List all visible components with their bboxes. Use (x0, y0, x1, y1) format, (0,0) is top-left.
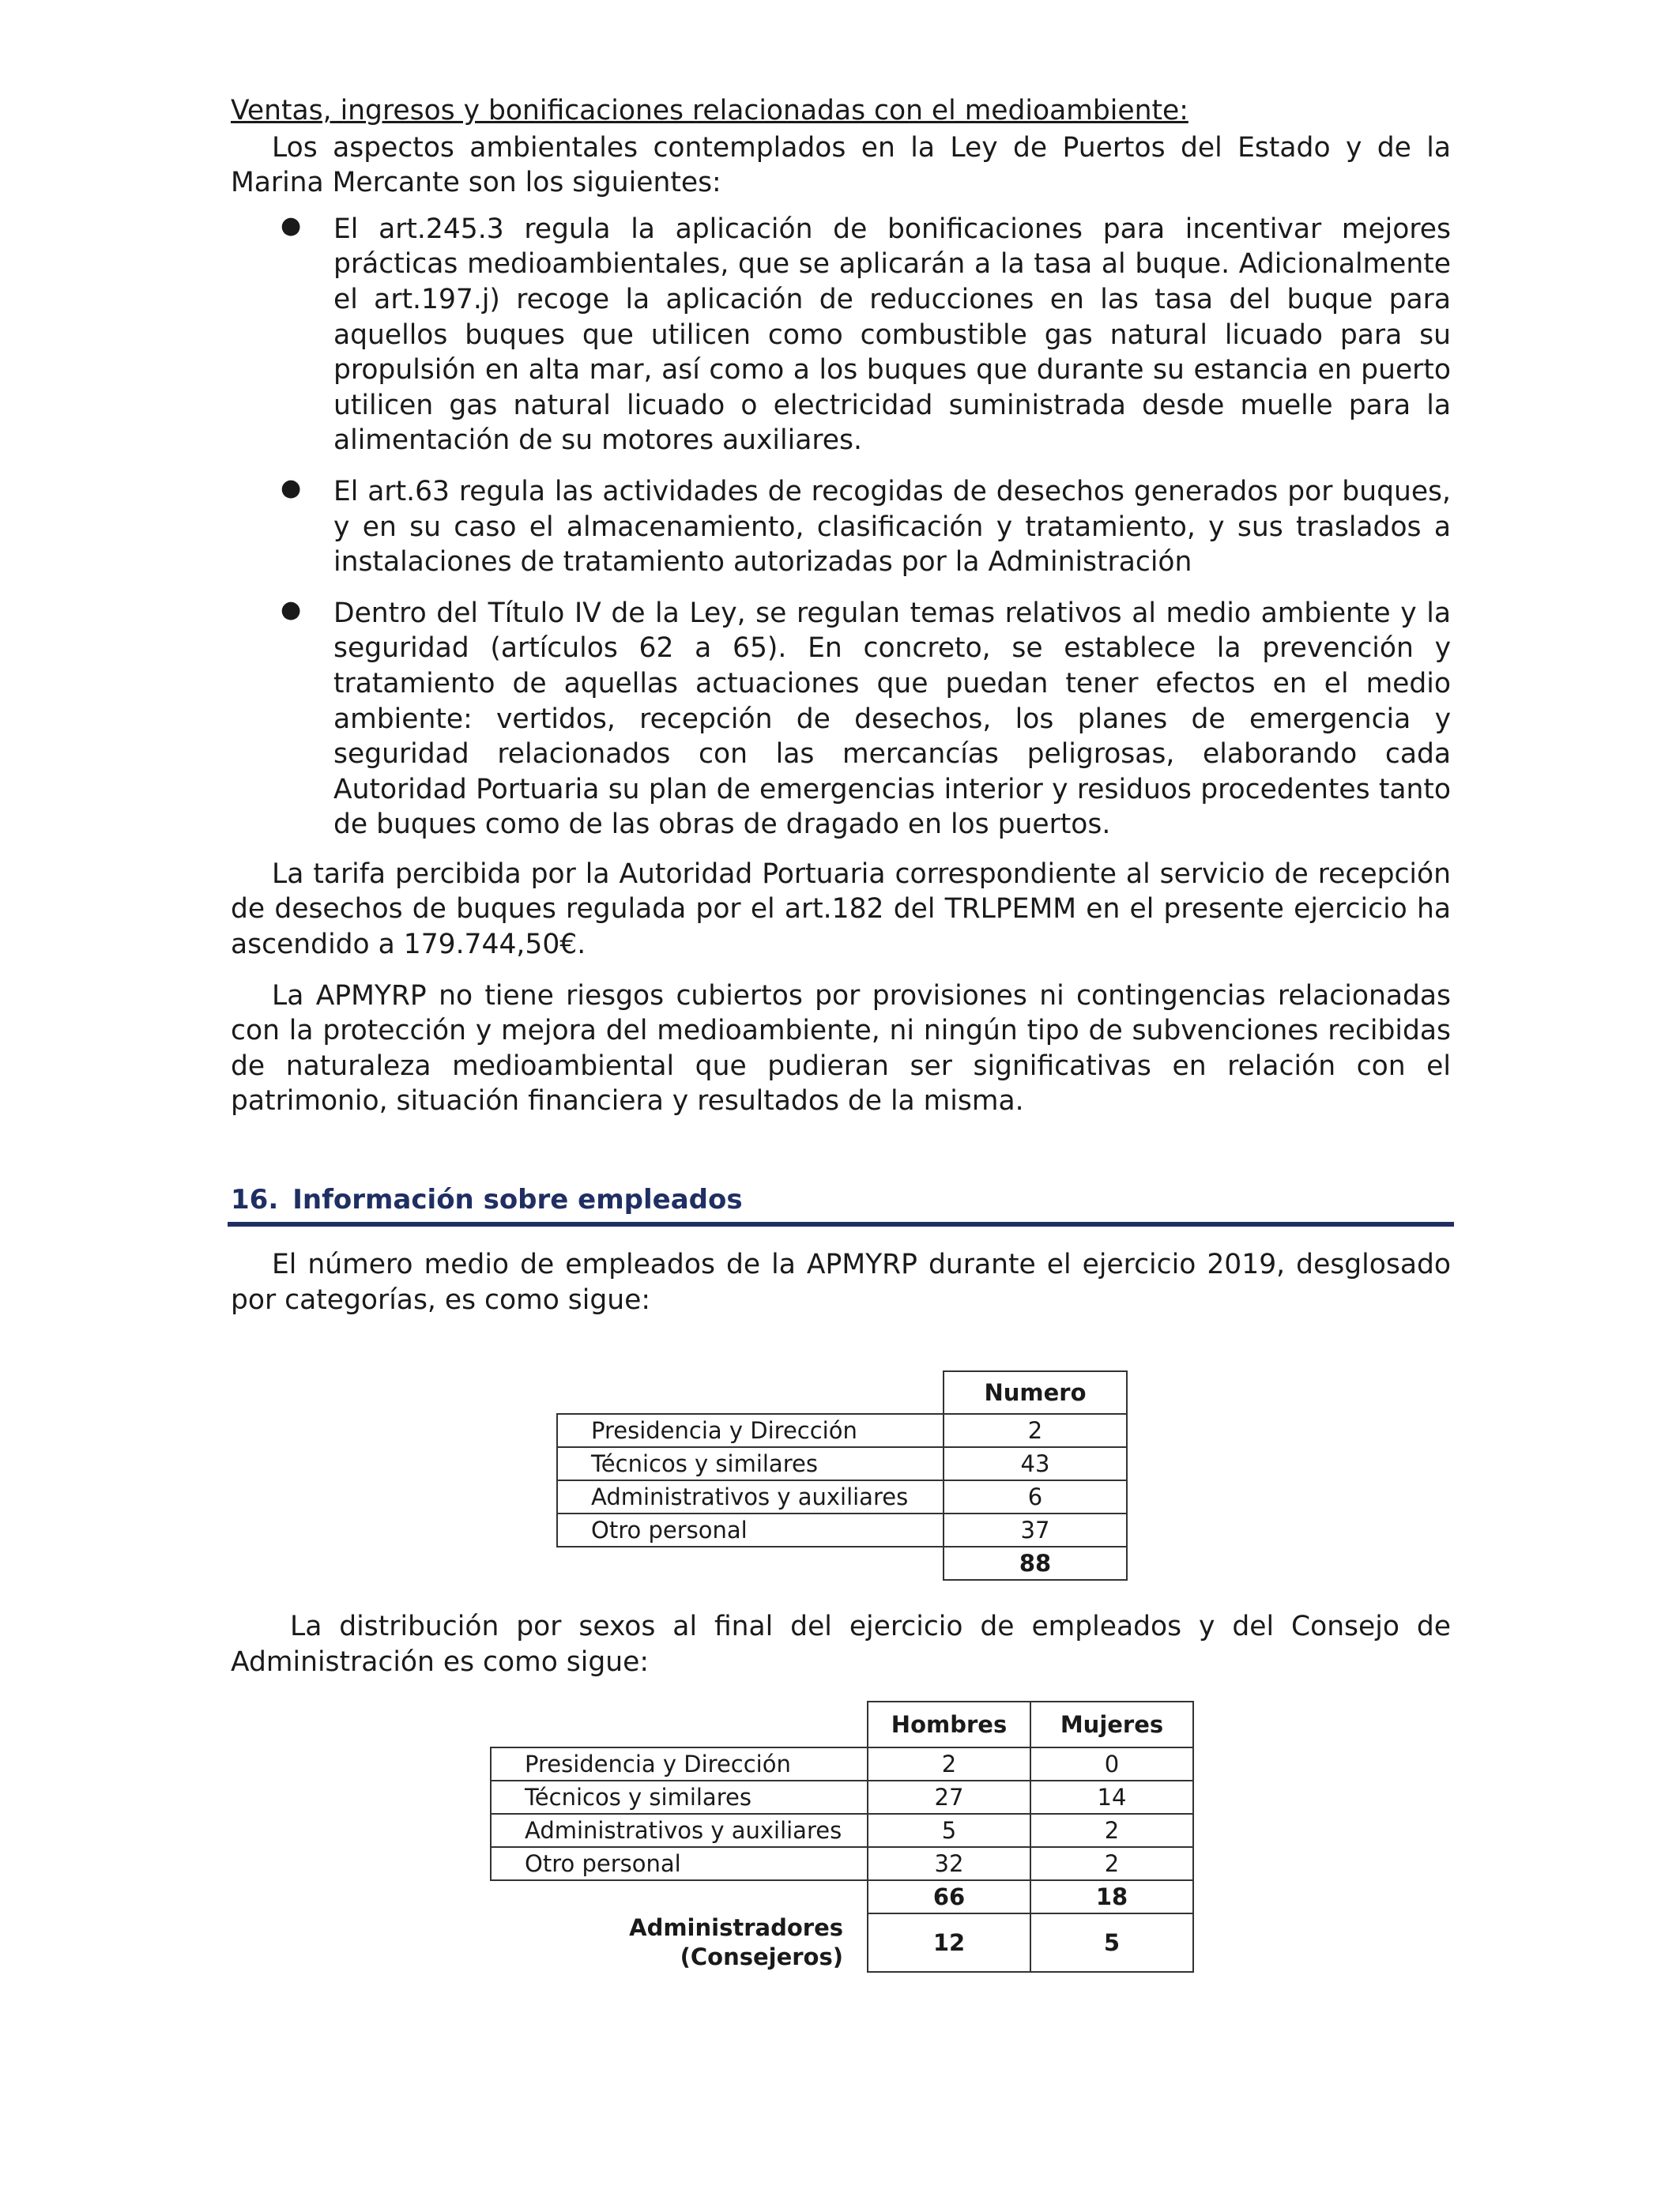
bullet-item (231, 212, 1451, 458)
board-women: 5 (1030, 1913, 1193, 1972)
section-title: Información sobre empleados (292, 1184, 743, 1216)
document-page (231, 93, 1451, 1318)
row-men: 2 (868, 1747, 1030, 1781)
row-label: Administrativos y auxiliares (557, 1480, 944, 1514)
column-header-mujeres: Mujeres (1030, 1702, 1193, 1747)
table-row (557, 1480, 1127, 1514)
gender-intro: La distribución por sexos al final del ejercicio de empleados y del Consejo de Administración es como sigue: (231, 1611, 1451, 1678)
bullet-item (231, 474, 1451, 580)
total-women: 18 (1030, 1880, 1193, 1913)
table-row (491, 1747, 1193, 1781)
bullet-item (231, 596, 1451, 843)
row-value: 43 (944, 1447, 1127, 1480)
board-men: 12 (868, 1913, 1030, 1972)
table-header-row (557, 1371, 1127, 1414)
row-women: 2 (1030, 1847, 1193, 1880)
bullet-icon: ● (281, 211, 302, 239)
row-value: 2 (944, 1414, 1127, 1447)
row-men: 27 (868, 1781, 1030, 1814)
environmental-heading: Ventas, ingresos y bonificaciones relacionadas con el medioambiente: (231, 95, 1188, 126)
row-value: 37 (944, 1514, 1127, 1547)
row-women: 0 (1030, 1747, 1193, 1781)
environmental-intro: Los aspectos ambientales contemplados en la Ley de Puertos del Estado y de la Marina Mercante son los siguientes: (231, 131, 1451, 199)
section-number: 16. (231, 1184, 279, 1216)
row-value: 6 (944, 1480, 1127, 1514)
bullet-text: El art.63 regula las actividades de recogidas de desechos generados por buques, y en su caso el almacenamiento, clasificación y tratamiento, y sus traslados a instalaciones de tratamiento autorizadas por la Administración (333, 475, 1451, 579)
row-label: Otro personal (557, 1514, 944, 1547)
row-label: Otro personal (491, 1847, 868, 1880)
board-row (491, 1913, 1193, 1972)
risks-paragraph: La APMYRP no tiene riesgos cubiertos por provisiones ni contingencias relacionadas con la protección y mejora del medioambiente, ni ningún tipo de subvenciones recibidas de naturaleza medioambiental que pudieran ser significativas en relación con el patrimonio, situación financiera y resultados de la misma. (231, 979, 1451, 1118)
row-label: Técnicos y similares (491, 1781, 868, 1814)
total-value: 88 (944, 1547, 1127, 1580)
bullet-text: El art.245.3 regula la aplicación de bonificaciones para incentivar mejores prácticas medioambientales, que se aplicarán a la tasa al buque. Adicionalmente el art.197.j) recoge la aplicación de reducciones en las tasa del buque para aquellos buques que utilicen como combustible gas natural licuado para su propulsión en alta mar, así como a los buques que durante su estancia en puerto utilicen gas natural licuado o electricidad suministrada desde muelle para la alimentación de su motores auxiliares. (333, 213, 1451, 457)
table-row (491, 1847, 1193, 1880)
row-label: Presidencia y Dirección (491, 1747, 868, 1781)
table-header-row (491, 1702, 1193, 1747)
board-label: Administradores (Consejeros) (629, 1914, 843, 1970)
table-row (557, 1514, 1127, 1547)
table-row (557, 1447, 1127, 1480)
gender-distribution-table (490, 1701, 1194, 1973)
column-header-numero: Numero (944, 1371, 1127, 1414)
employees-intro: El número medio de empleados de la APMYRP durante el ejercicio 2019, desglosado por categorías, es como sigue: (231, 1249, 1451, 1316)
table-total-row (557, 1547, 1127, 1580)
table-total-row (491, 1880, 1193, 1913)
row-men: 32 (868, 1847, 1030, 1880)
row-label: Administrativos y auxiliares (491, 1814, 868, 1847)
row-women: 2 (1030, 1814, 1193, 1847)
total-men: 66 (868, 1880, 1030, 1913)
bullet-icon: ● (281, 473, 302, 502)
row-women: 14 (1030, 1781, 1193, 1814)
table-row (491, 1781, 1193, 1814)
tariff-paragraph: La tarifa percibida por la Autoridad Portuaria correspondiente al servicio de recepción de desechos de buques regulada por el art.182 del TRLPEMM en el presente ejercicio ha ascendido a 179.744,50€. (231, 858, 1451, 961)
row-label: Técnicos y similares (557, 1447, 944, 1480)
row-label: Presidencia y Dirección (557, 1414, 944, 1447)
employees-average-table (556, 1370, 1128, 1581)
row-men: 5 (868, 1814, 1030, 1847)
column-header-hombres: Hombres (868, 1702, 1030, 1747)
bullet-text: Dentro del Título IV de la Ley, se regulan temas relativos al medio ambiente y la seguridad (artículos 62 a 65). En concreto, se establece la prevención y tratamiento de aquellas actuaciones que puedan tener efectos en el medio ambiente: vertidos, recepción de desechos, los planes de emergencia y seguridad relacionados con las mercancías peligrosas, elaborando cada Autoridad Portuaria su plan de emergencias interior y residuos procedentes tanto de buques como de las obras de dragado en los puertos. (333, 597, 1451, 841)
bullet-icon: ● (281, 595, 302, 624)
section-heading (228, 1182, 1454, 1227)
environmental-bullet-list (231, 212, 1451, 843)
table-row (557, 1414, 1127, 1447)
table-row (491, 1814, 1193, 1847)
